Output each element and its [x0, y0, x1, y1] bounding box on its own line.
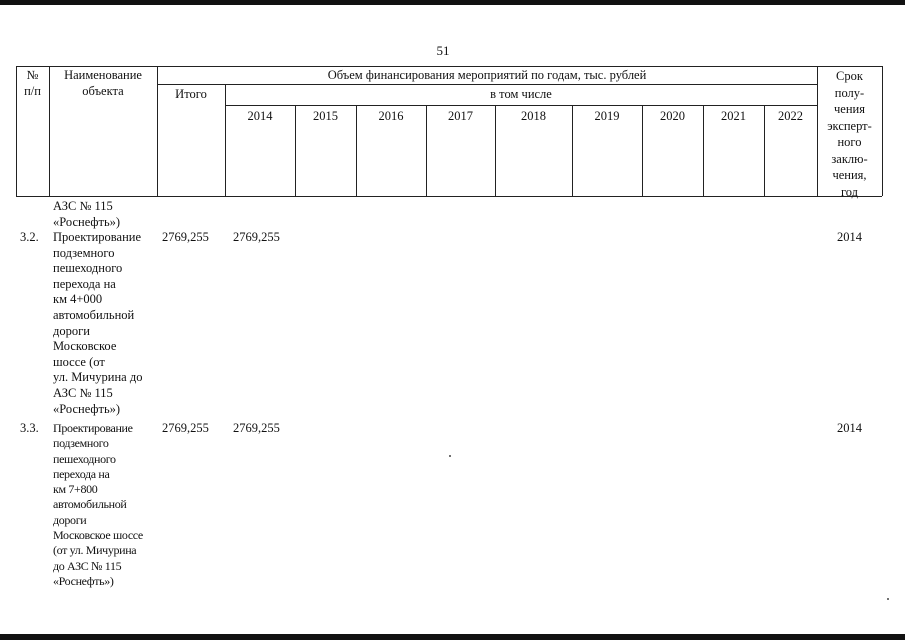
row-deadline: 2014	[837, 230, 862, 244]
row-number: 3.2.	[20, 230, 39, 244]
carryover-name: АЗС № 115 «Роснефть»)	[53, 199, 121, 229]
header-including: в том числе	[490, 87, 552, 101]
row-number: 3.3.	[20, 421, 39, 435]
header-years-rule	[225, 105, 817, 106]
row-total: 2769,255	[162, 421, 209, 435]
header-funding-title: Объем финансирования мероприятий по годам, тыс. рублей	[327, 68, 647, 82]
header-year-2014: 2014	[247, 109, 273, 123]
header-deadline: Срок полу- чения эксперт- ного заклю- чения, год	[827, 69, 872, 199]
header-year-2015: 2015	[313, 109, 338, 123]
header-year-2021: 2021	[721, 109, 746, 123]
row-object-name: Проектирование подземного пешеходного перехода на км 4+000 автомобильной дороги Московское шоссе (от ул. Мичурина до АЗС № 115 «Роснефть»)	[53, 230, 143, 416]
row-object-name: Проектирование подземного пешеходного перехода на км 7+800 автомобильной дороги Московское шоссе (от ул. Мичурина до АЗС № 115 «Роснефть»)	[53, 421, 143, 588]
header-year-2017: 2017	[448, 109, 473, 123]
header-name-line2: объекта	[82, 84, 124, 98]
header-year-2022: 2022	[778, 109, 803, 123]
row-2014-value: 2769,255	[233, 230, 280, 244]
header-name-line1: Наименование	[64, 68, 142, 82]
page-number: 51	[436, 43, 450, 58]
header-num-sub: п/п	[24, 84, 41, 98]
header-funding-rule	[157, 84, 817, 85]
bottom-border	[0, 634, 905, 640]
row-2014-value: 2769,255	[233, 421, 280, 435]
top-border	[0, 0, 905, 5]
scan-speck	[887, 598, 889, 600]
header-num: №	[26, 68, 39, 82]
header-year-2018: 2018	[521, 109, 546, 123]
header-top-rule	[16, 66, 882, 67]
header-year-2020: 2020	[660, 109, 685, 123]
row-deadline: 2014	[837, 421, 862, 435]
col-rule	[157, 66, 158, 196]
row-total: 2769,255	[162, 230, 209, 244]
header-year-2019: 2019	[594, 109, 620, 123]
col-rule	[882, 66, 883, 196]
header-bottom-rule	[16, 196, 882, 197]
scan-speck	[449, 455, 451, 457]
header-year-2016: 2016	[378, 109, 404, 123]
header-total: Итого	[175, 87, 207, 101]
